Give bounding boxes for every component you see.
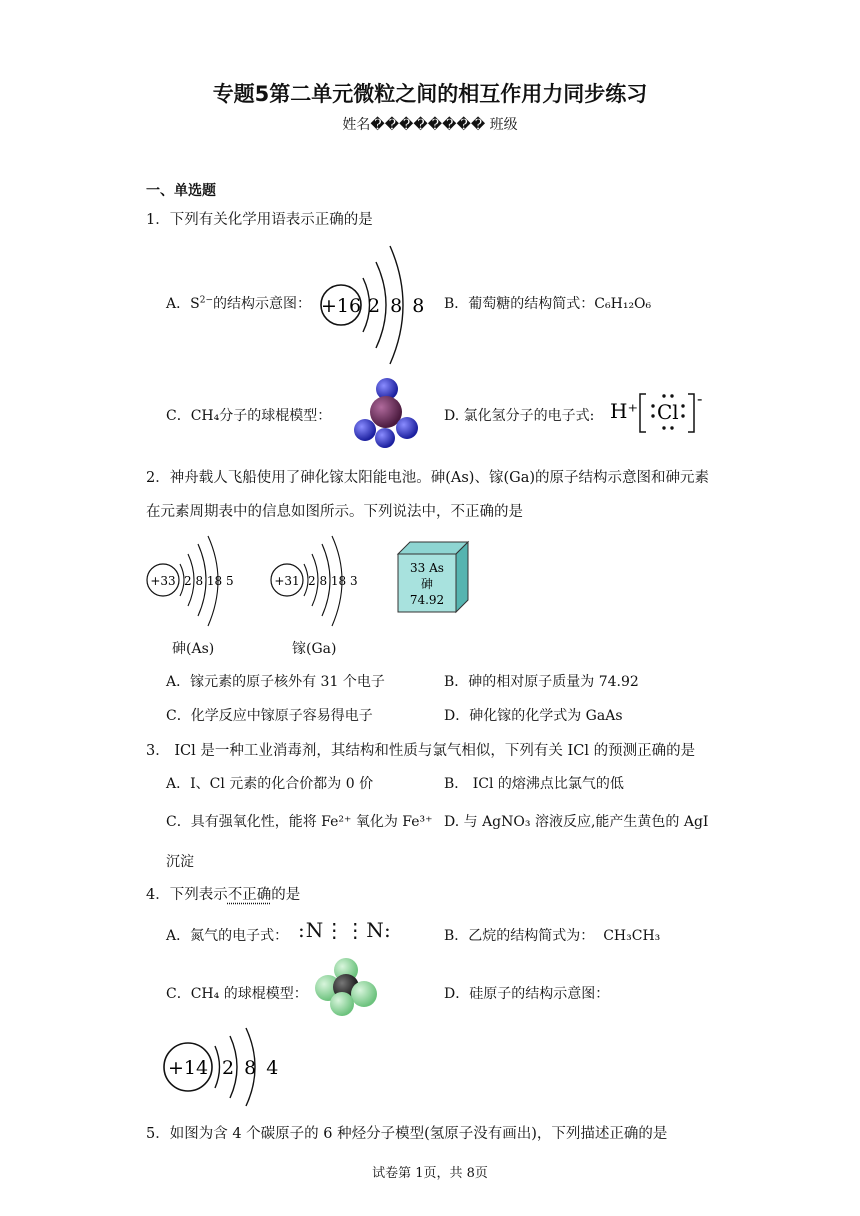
svg-text:H⁺: H⁺ <box>610 399 638 423</box>
q3-option-c: C．具有强氧化性，能将 Fe²⁺ 氧化为 Fe³⁺ <box>166 814 433 830</box>
q1-hcl-electron-formula <box>610 388 710 438</box>
q2-gallium-label: 镓(Ga) <box>292 641 337 657</box>
svg-text:2 8 18 3: 2 8 18 3 <box>308 574 358 588</box>
q5-stem: 5．如图为含 4 个碳原子的 6 种烃分子模型(氢原子没有画出)，下列描述正确的是 <box>146 1126 668 1142</box>
svg-text:74.92: 74.92 <box>409 593 445 607</box>
q2-arsenic-label: 砷(As) <box>172 641 215 657</box>
q1-option-a: A．$S^{2-}$的结构示意图： <box>166 295 311 312</box>
q4-silicon-atom-diagram <box>160 1026 280 1108</box>
q4-option-b: B．乙烷的结构简式为： CH₃CH₃ <box>444 928 661 944</box>
q2-option-d: D．砷化镓的化学式为 GaAs <box>444 708 623 724</box>
svg-text:33 As: 33 As <box>410 561 444 575</box>
q4-option-d: D．硅原子的结构示意图： <box>444 986 610 1002</box>
q3-option-a: A．I、Cl 元素的化合价都为 0 价 <box>166 776 374 792</box>
section-heading: 一、单选题 <box>146 183 216 199</box>
svg-text:2 8 18 5: 2 8 18 5 <box>184 574 234 588</box>
q1-option-c: C．CH₄分子的球棍模型： <box>166 408 332 424</box>
page-title: 专题5第二单元微粒之间的相互作用力同步练习 <box>212 82 648 106</box>
name-class-line: 姓名�������� 班级 <box>342 117 518 133</box>
q3-option-b: B． ICl 的熔沸点比氯气的低 <box>444 776 624 792</box>
q4-ch4-ball-stick-model <box>310 956 380 1018</box>
svg-text:2 8 4: 2 8 4 <box>222 1057 280 1079</box>
q1-sulfur-ion-diagram <box>318 240 428 370</box>
q2-periodic-table-cube <box>396 540 472 614</box>
q2-option-a: A．镓元素的原子核外有 31 个电子 <box>166 674 385 690</box>
svg-text:砷: 砷 <box>420 577 434 591</box>
q4-stem: 4．下列表示不正确的是 <box>146 887 301 903</box>
q2-arsenic-atom-diagram <box>144 534 244 630</box>
svg-text:Cl: Cl <box>657 400 679 424</box>
q2-gallium-atom-diagram <box>268 534 368 630</box>
q3-stem: 3． ICl 是一种工业消毒剂，其结构和性质与氯气相似，下列有关 ICl 的预测正确的是 <box>146 743 696 759</box>
svg-text:+33: +33 <box>150 574 176 588</box>
svg-text:+31: +31 <box>274 574 300 588</box>
q2-option-b: B．砷的相对原子质量为 74.92 <box>444 674 639 690</box>
q1-option-d: D. 氯化氢分子的电子式: <box>444 408 595 424</box>
q2-option-c: C．化学反应中镓原子容易得电子 <box>166 708 373 724</box>
q4-nitrogen-electron-formula: :N⋮⋮N: <box>298 918 392 942</box>
q4-option-a: A．氮气的电子式： <box>166 928 289 944</box>
q1-shell-labels: 2 8 8 <box>368 295 427 317</box>
q3-option-d-continued: 沉淀 <box>166 854 194 870</box>
svg-text:+14: +14 <box>167 1057 209 1079</box>
q1-option-b: B．葡萄糖的结构简式：C₆H₁₂O₆ <box>444 296 652 312</box>
svg-text:-: - <box>697 389 703 408</box>
q1-ch4-ball-stick-model <box>352 374 420 450</box>
q2-stem-line1: 2．神舟载人飞船使用了砷化镓太阳能电池。砷(As)、镓(Ga)的原子结构示意图和砷元素 <box>146 470 709 486</box>
q3-option-d: D. 与 AgNO₃ 溶液反应,能产生黄色的 AgI <box>444 814 709 830</box>
q1-stem: 1．下列有关化学用语表示正确的是 <box>146 212 373 228</box>
q4-option-c: C．CH₄ 的球棍模型： <box>166 986 308 1002</box>
page-footer: 试卷第 1页，共 8页 <box>372 1166 488 1181</box>
q4-emphasis: 不正确 <box>227 887 272 903</box>
q2-stem-line2: 在元素周期表中的信息如图所示。下列说法中，不正确的是 <box>146 504 523 520</box>
q1-nucleus-label: +16 <box>320 295 362 317</box>
